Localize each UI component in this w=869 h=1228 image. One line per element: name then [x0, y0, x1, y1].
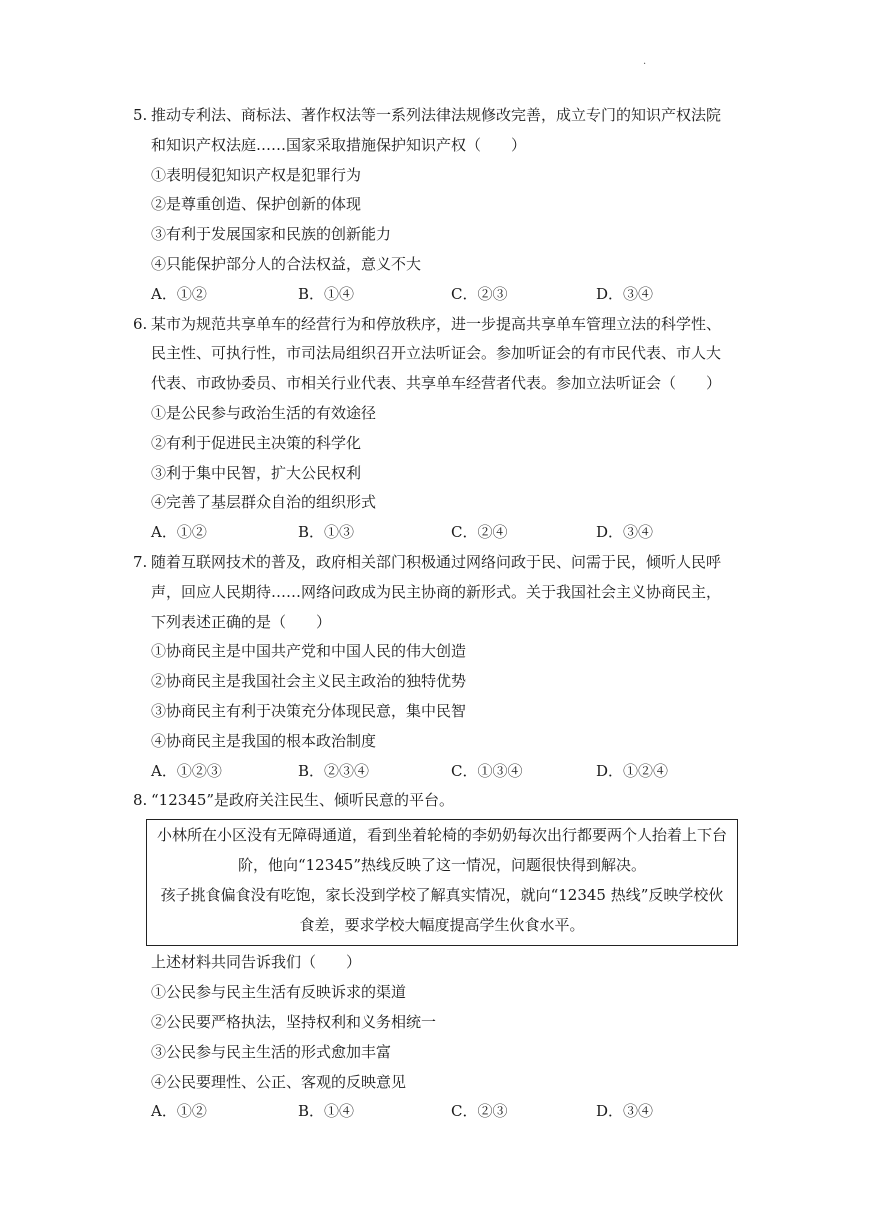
option-d: D．③④ [596, 1102, 654, 1121]
option-b: B．①③ [298, 523, 355, 542]
statement-item: ②是尊重创造、保护创新的体现 [151, 195, 362, 214]
material-line: 阶，他向“12345”热线反映了这一情况，问题很快得到解决。 [237, 855, 647, 874]
question-stem: 8. “12345”是政府关注民生、倾听民意的平台。 [133, 786, 753, 816]
question-number: 6. [133, 314, 148, 333]
option-c: C．①③④ [451, 761, 523, 780]
statement-item: ③有利于发展国家和民族的创新能力 [151, 225, 392, 244]
question-7 [133, 548, 753, 786]
option-c: C．②③ [451, 284, 508, 303]
question-6 [133, 310, 753, 548]
statement-item: ②有利于促进民主决策的科学化 [151, 433, 362, 452]
question-number: 8. [133, 791, 148, 810]
statement-item: ②协商民主是我国社会主义民主政治的独特优势 [151, 672, 467, 691]
page-mark: . [643, 56, 647, 67]
option-a: A．①② [151, 284, 207, 303]
question-stem: 6. 某市为规范共享单车的经营行为和停放秩序，进一步提高共享单车管理立法的科学性、 [133, 310, 753, 340]
question-5 [133, 101, 753, 310]
statement-item: ③协商民主有利于决策充分体现民意，集中民智 [151, 701, 467, 720]
question-number: 7. [133, 552, 148, 571]
question-stem: 5. 推动专利法、商标法、著作权法等一系列法律法规修改完善，成立专门的知识产权法院 [133, 101, 753, 131]
option-d: D．③④ [596, 523, 654, 542]
question-number: 5. [133, 106, 148, 124]
question-stem: 和知识产权法庭……国家采取措施保护知识产权（ ） [151, 135, 527, 154]
answer-options [133, 280, 753, 310]
option-c: C．②③ [451, 1102, 508, 1121]
option-a: A．①②③ [151, 761, 222, 780]
question-8 [133, 786, 753, 1127]
statement-item: ③利于集中民智，扩大公民权利 [151, 463, 362, 482]
answer-options [133, 518, 753, 548]
material-box [146, 819, 738, 946]
option-a: A．①② [151, 523, 207, 542]
question-stem: 声，回应人民期待……网络问政成为民主协商的新形式。关于我国社会主义协商民主， [151, 582, 722, 601]
statement-item: ①公民参与民主生活有反映诉求的渠道 [151, 983, 407, 1002]
question-stem: 代表、市政协委员、市相关行业代表、共享单车经营者代表。参加立法听证会（ ） [151, 374, 722, 393]
statement-item: ④公民要理性、公正、客观的反映意见 [151, 1072, 407, 1091]
option-b: B．①④ [298, 284, 355, 303]
statement-item: ④只能保护部分人的合法权益，意义不大 [151, 254, 422, 273]
option-b: B．②③④ [298, 761, 370, 780]
statement-item: ②公民要严格执法，坚持权利和义务相统一 [151, 1012, 437, 1031]
question-stem: 7. 随着互联网技术的普及，政府相关部门积极通过网络问政于民、问需于民，倾听人民呼 [133, 548, 753, 578]
option-d: D．①②④ [596, 761, 669, 780]
question-stem: 上述材料共同告诉我们（ ） [151, 953, 362, 972]
question-stem: 民主性、可执行性，市司法局组织召开立法听证会。参加听证会的有市民代表、市人大 [151, 344, 722, 363]
option-b: B．①④ [298, 1102, 355, 1121]
material-line: 孩子挑食偏食没有吃饱，家长没到学校了解真实情况，就向“12345 热线”反映学校伙 [160, 885, 724, 904]
question-stem: 下列表述正确的是（ ） [151, 612, 332, 631]
statement-item: ④协商民主是我国的根本政治制度 [151, 731, 377, 750]
option-c: C．②④ [451, 523, 508, 542]
statement-item: ④完善了基层群众自治的组织形式 [151, 493, 377, 512]
answer-options [133, 757, 753, 787]
option-a: A．①② [151, 1102, 207, 1121]
option-d: D．③④ [596, 284, 654, 303]
material-line: 食差，要求学校大幅度提高学生伙食水平。 [299, 915, 585, 934]
statement-item: ③公民参与民主生活的形式愈加丰富 [151, 1042, 392, 1061]
statement-item: ①是公民参与政治生活的有效途径 [151, 403, 377, 422]
answer-options [133, 1097, 753, 1127]
question-list [133, 101, 753, 1127]
statement-item: ①表明侵犯知识产权是犯罪行为 [151, 165, 362, 184]
material-line: 小林所在小区没有无障碍通道，看到坐着轮椅的李奶奶每次出行都要两个人抬着上下台 [156, 826, 727, 845]
statement-item: ①协商民主是中国共产党和中国人民的伟大创造 [151, 642, 467, 661]
